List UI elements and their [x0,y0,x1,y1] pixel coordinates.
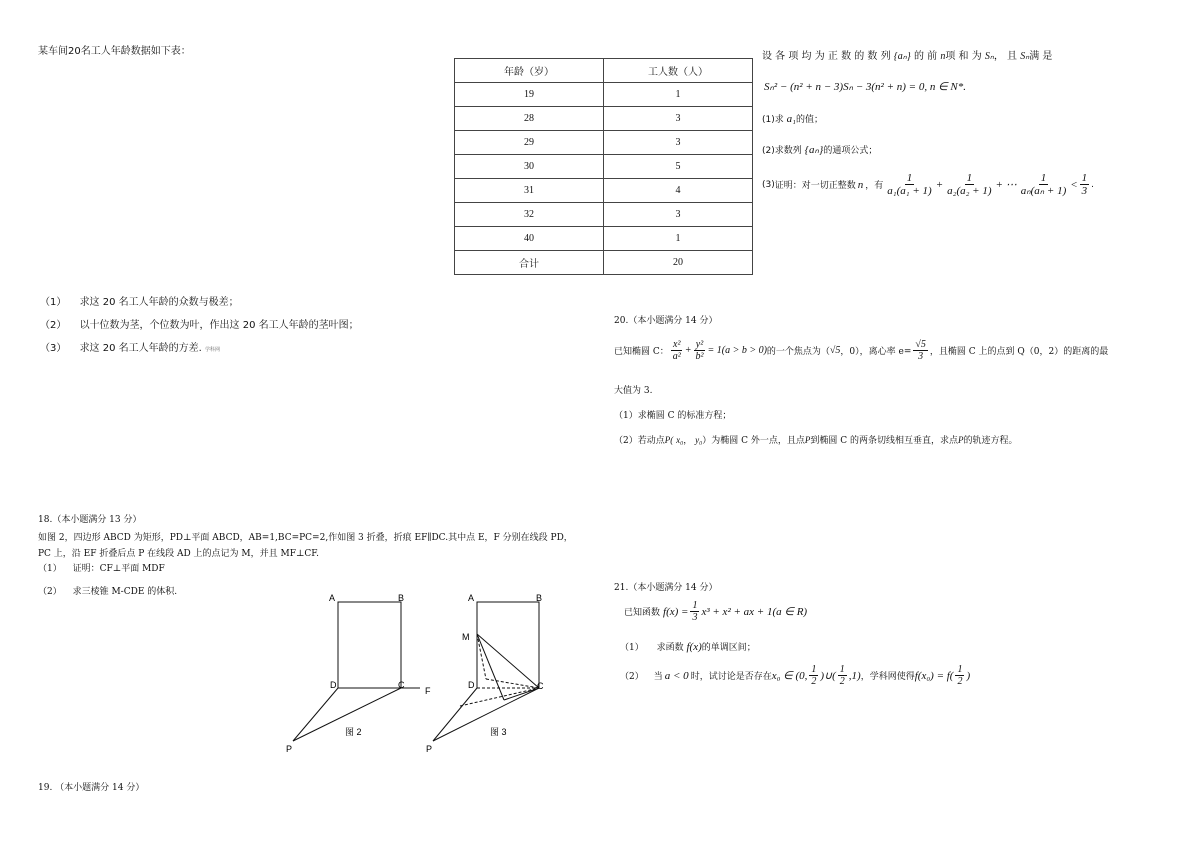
numerator: 1 [966,172,973,184]
line-ef-dashed [460,688,539,706]
q19-title: 19. （本小题满分 14 分） [38,783,145,793]
table-cell: 20 [604,251,753,275]
label-d: D [468,680,475,690]
line-mc [477,634,539,688]
denominator: 2 [811,676,817,687]
q19-equation: Sₙ² − (n² + n − 3)Sₙ − 3(n² + n) = 0, n ∈ N*. [764,81,967,93]
line-ec-dashed [486,679,539,688]
table-cell: 4 [604,179,753,203]
text: 到椭圆 C 的两条切线相互垂直，求点 [810,436,958,446]
table-cell: 31 [455,179,604,203]
table-cell: 32 [455,203,604,227]
fraction [913,339,928,362]
denominator: aₙ(aₙ + 1) [1020,185,1067,198]
part-number: （2） [620,672,644,682]
denominator: b² [695,351,704,362]
part-text: 求数列 [774,146,802,156]
part-text: ，有 [865,181,884,192]
plus-sign: + [935,178,944,191]
q18-part1 [38,561,165,574]
fraction [955,664,964,687]
fraction [838,664,847,687]
text: 的 前 [913,51,938,62]
ellipsis: + ⋯ [995,179,1017,192]
q18-body-line2: PC 上，沿 EF 折叠后点 P 在线段 AD 上的点记为 M，并且 MF⊥CF. [38,549,320,559]
part-text: 的单调区间； [701,643,756,653]
q17-intro: 某车间20名工人年龄数据如下表： [38,46,191,57]
denominator: 3 [918,351,924,362]
numerator: 1 [957,664,963,675]
fraction [671,339,683,362]
part-text: 证明：CF⊥平面 MDF [72,564,165,574]
text: ，且椭圆 C 上的点到 Q（0，2）的距离的最 [929,347,1109,357]
fraction [694,339,706,362]
table-cell: 5 [604,155,753,179]
table-cell: 28 [455,107,604,131]
table-cell: 1 [604,83,753,107]
math-n: n [857,178,864,191]
q20-line1 [614,339,1108,362]
function-expression: x³ + x² + ax + 1(a ∈ R) [701,606,808,618]
line-dp [293,688,338,741]
part-text: 求 [774,115,784,125]
label-p: P [426,744,433,754]
math-sn: Sₙ [1020,51,1030,62]
part-number: (1) [762,115,775,125]
q18-part2 [38,584,177,597]
part-number: （2） [38,587,62,597]
math-fx: f(x) [686,641,702,653]
part-number: （1） [38,564,62,574]
numerator: y² [695,339,704,350]
denominator: 2 [957,676,963,687]
figure-2-caption: 图 2 [345,727,362,737]
numerator: 1 [811,664,817,675]
q21-given [624,600,807,623]
numerator: 1 [692,600,698,611]
text: 项 和 为 [945,51,982,62]
label-b: B [398,593,405,603]
part-number: (3) [762,179,775,190]
table-cell: 3 [604,131,753,155]
math-x0: x₀ [676,435,684,445]
fraction [809,664,818,687]
math-condition: a < 0 [664,669,689,682]
text: 的轨迹方程。 [963,436,1018,446]
part-number: （1） [40,297,67,308]
part-text: 以十位数为茎，个位数为叶，作出这 20 名工人年龄的茎叶图； [79,320,359,331]
watermark: 学科网 [205,347,221,353]
q19-part1 [762,112,823,125]
math-a1: a₁ [786,113,796,125]
q20-line2: 大值为 3. [614,386,653,396]
table-row [455,251,753,275]
part-text: 求函数 [656,643,684,653]
label-c: C [537,681,544,691]
period: . [1091,179,1095,190]
q18-body-line1: 如图 2，四边形 ABCD 为矩形，PD⊥平面 ABCD，AB=1,BC=PC=2,作如图 3 折叠，折痕 EF∥DC.其中点 E，F 分别在线段 PD， [38,533,573,543]
part-text: 求三棱锥 M-CDE 的体积. [72,587,178,597]
table-cell: 1 [604,227,753,251]
table-row [455,107,753,131]
text: ，0），离心率 e= [840,347,912,357]
part-number: （2） [40,320,67,331]
part-text: 的值； [795,115,823,125]
rectangle-abcd [338,602,401,688]
text: （2）若动点 [614,436,665,446]
table-header-row [455,59,753,83]
line-dp [433,688,477,741]
math-y0: y₀ [695,435,703,445]
numerator: 1 [839,664,845,675]
math-sn: Sₙ [984,51,994,62]
part-text: ，学科网使得 [860,672,915,682]
table-row [455,179,753,203]
label-f: F [425,686,431,696]
label-m: M [462,632,470,642]
table-cell: 30 [455,155,604,179]
part-number: （3） [40,343,67,354]
sequence-symbol: {aₙ} [893,51,911,62]
denominator: a² [672,351,681,362]
figure-3 [420,588,570,758]
table-row [455,131,753,155]
q19-line1 [762,47,1172,62]
text: 的一个焦点为（ [766,347,830,357]
denominator: a₂(a₂ + 1) [947,185,992,198]
math-paren: ) [966,669,971,682]
q20-part1: （1）求椭圆 C 的标准方程； [614,411,732,421]
q21-part2 [620,664,970,687]
math-p: P [957,435,964,445]
q17-part3 [40,339,220,354]
math-p: P( [664,435,674,445]
part-text: 证明：对一切正整数 [774,181,856,192]
text: ， 且 [993,51,1018,62]
text: ， [683,436,693,446]
text: 满 是 [1029,51,1053,62]
fraction [1080,172,1090,197]
part-number: (2) [762,146,775,156]
fraction [885,172,933,197]
label-a: A [468,593,475,603]
math-interval: x₀ ∈ (0, [771,670,808,682]
q20-title: 20.（本小题满分 14 分） [614,316,718,326]
part-text: 求这 20 名工人年龄的方差. [79,343,202,354]
label-b: B [536,593,543,603]
label-c: C [398,680,405,690]
math-n: n [940,51,946,62]
q18-title: 18.（本小题满分 13 分） [38,515,142,525]
text: ）为椭圆 C 外一点，且点 [702,436,805,446]
fraction [945,172,993,197]
table-cell: 19 [455,83,604,107]
part-text: 当 [653,672,663,682]
text: 设 各 项 均 为 正 数 的 数 列 [762,51,891,62]
function-expression: f(x) = [663,605,689,618]
table-row [455,227,753,251]
age-table [454,58,753,275]
math-equation: f(x₀) = f( [914,669,954,682]
math-interval: ,1) [848,669,861,682]
denominator: a₁(a₁ + 1) [887,185,932,198]
line-cp [433,688,539,741]
text: 已知函数 [624,608,661,618]
line-mf [477,634,504,700]
q19-part2 [762,143,877,156]
table-cell: 3 [604,107,753,131]
denominator: 3 [692,612,698,623]
q21-title: 21.（本小题满分 14 分） [614,583,718,593]
q17-part2 [40,316,359,331]
part-number: （1） [620,643,644,653]
table-row [455,155,753,179]
table-cell: 40 [455,227,604,251]
fraction [690,600,699,623]
table-cell: 3 [604,203,753,227]
figure-3-caption: 图 3 [490,727,507,737]
numerator: x² [673,339,681,350]
label-d: D [330,680,337,690]
plus-sign: + [684,345,692,356]
math-sequence: {aₙ} [804,144,824,156]
less-than: < [1070,178,1078,191]
table-header: 工人数（人） [604,59,753,83]
text: 已知椭圆 C： [614,347,669,357]
numerator: 1 [906,172,913,184]
q20-part2 [614,433,1017,446]
part-text: 的通项公式； [823,146,878,156]
label-p: P [286,744,293,754]
q19-part3 [762,172,1094,197]
rectangle-top [477,602,539,688]
q17-part1 [40,293,239,308]
denominator: 3 [1081,185,1088,198]
table-cell: 29 [455,131,604,155]
table-header: 年龄（岁） [455,59,604,83]
math-p: P [804,435,811,445]
numerator: 1 [1081,172,1088,184]
numerator: 1 [1040,172,1047,184]
table-row [455,203,753,227]
numerator: √5 [915,339,926,350]
denominator: 2 [839,676,845,687]
table-cell: 合计 [455,251,604,275]
fraction [1019,172,1069,197]
focus-value: √5 [829,345,841,356]
line-fc [504,688,539,700]
part-text: 求这 20 名工人年龄的众数与极差； [79,297,239,308]
ellipse-condition: = 1(a > b > 0) [707,345,767,356]
table-row [455,83,753,107]
q21-part1 [620,640,756,653]
label-a: A [329,593,336,603]
part-text: 时，试讨论是否存在 [690,672,772,682]
math-union: )∪( [820,670,836,682]
